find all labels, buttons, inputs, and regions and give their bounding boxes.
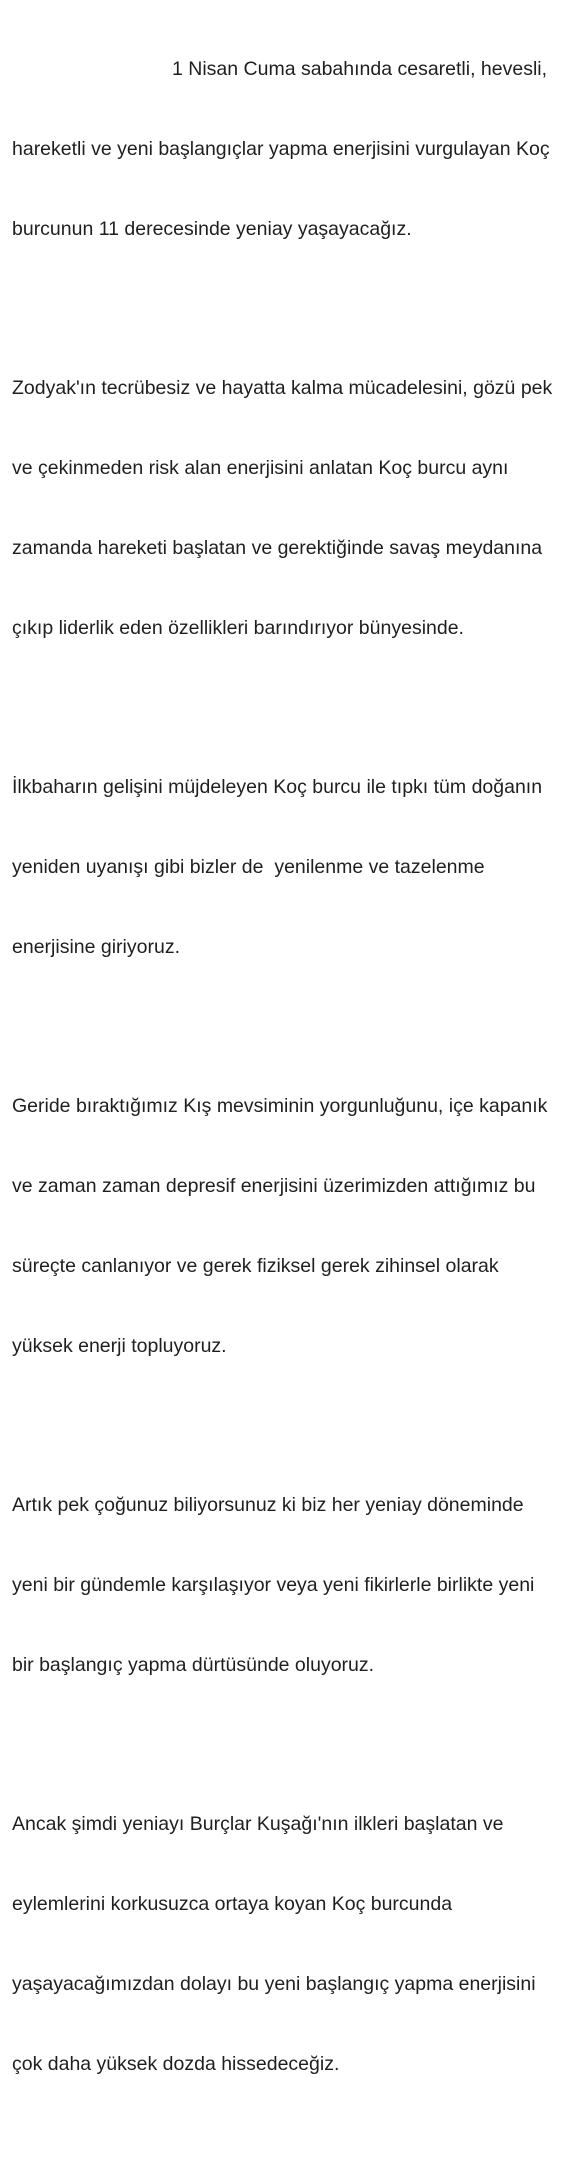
- text-line: yüksek enerji topluyoruz.: [12, 1334, 227, 1357]
- document-body: [12, 3, 560, 2157]
- paragraph-6: [12, 1758, 560, 2130]
- text-line: Zodyak'ın tecrübesiz ve hayatta kalma mücadelesini, gözü pek: [12, 377, 553, 400]
- paragraph-2: [12, 322, 560, 694]
- paragraph-4: [12, 1040, 560, 1412]
- text-line: ve zaman zaman depresif enerjisini üzerimizden attığımız bu: [12, 1175, 536, 1198]
- text-line: ve çekinmeden risk alan enerjisini anlatan Koç burcu aynı: [12, 457, 509, 480]
- text-line: 1 Nisan Cuma sabahında cesaretli, hevesli,: [172, 58, 548, 81]
- text-line: çıkıp liderlik eden özellikleri barındırıyor bünyesinde.: [12, 616, 464, 639]
- text-line: bir başlangıç yapma dürtüsünde oluyoruz.: [12, 1653, 375, 1676]
- text-line: eylemlerini korkusuzca ortaya koyan Koç burcunda: [12, 1893, 453, 1916]
- text-line: Artık pek çoğunuz biliyorsunuz ki biz her yeniay döneminde: [12, 1494, 524, 1517]
- text-line: Ancak şimdi yeniayı Burçlar Kuşağı'nın ilkleri başlatan ve: [12, 1813, 504, 1836]
- paragraph-1: [12, 3, 560, 296]
- text-line: enerjisine giriyoruz.: [12, 935, 180, 958]
- paragraph-5: [12, 1439, 560, 1732]
- text-line: yaşayacağımızdan dolayı bu yeni başlangıç yapma enerjisini: [12, 1972, 536, 1995]
- text-line: Geride bıraktığımız Kış mevsiminin yorgunluğunu, içe kapanık: [12, 1095, 548, 1118]
- text-line: burcunun 11 derecesinde yeniay yaşayacağız.: [12, 217, 412, 240]
- text-line: zamanda hareketi başlatan ve gerektiğinde savaş meydanına: [12, 536, 543, 559]
- paragraph-3: [12, 721, 560, 1014]
- text-line: İlkbaharın gelişini müjdeleyen Koç burcu ile tıpkı tüm doğanın: [12, 776, 543, 799]
- text-line: yeni bir gündemle karşılaşıyor veya yeni fikirlerle birlikte yeni: [12, 1574, 535, 1597]
- text-line: süreçte canlanıyor ve gerek fiziksel gerek zihinsel olarak: [12, 1254, 499, 1277]
- text-line: çok daha yüksek dozda hissedeceğiz.: [12, 2052, 340, 2075]
- text-line: hareketli ve yeni başlangıçlar yapma enerjisini vurgulayan Koç: [12, 137, 550, 160]
- text-line: yeniden uyanışı gibi bizler de yenilenme ve tazelenme: [12, 856, 485, 878]
